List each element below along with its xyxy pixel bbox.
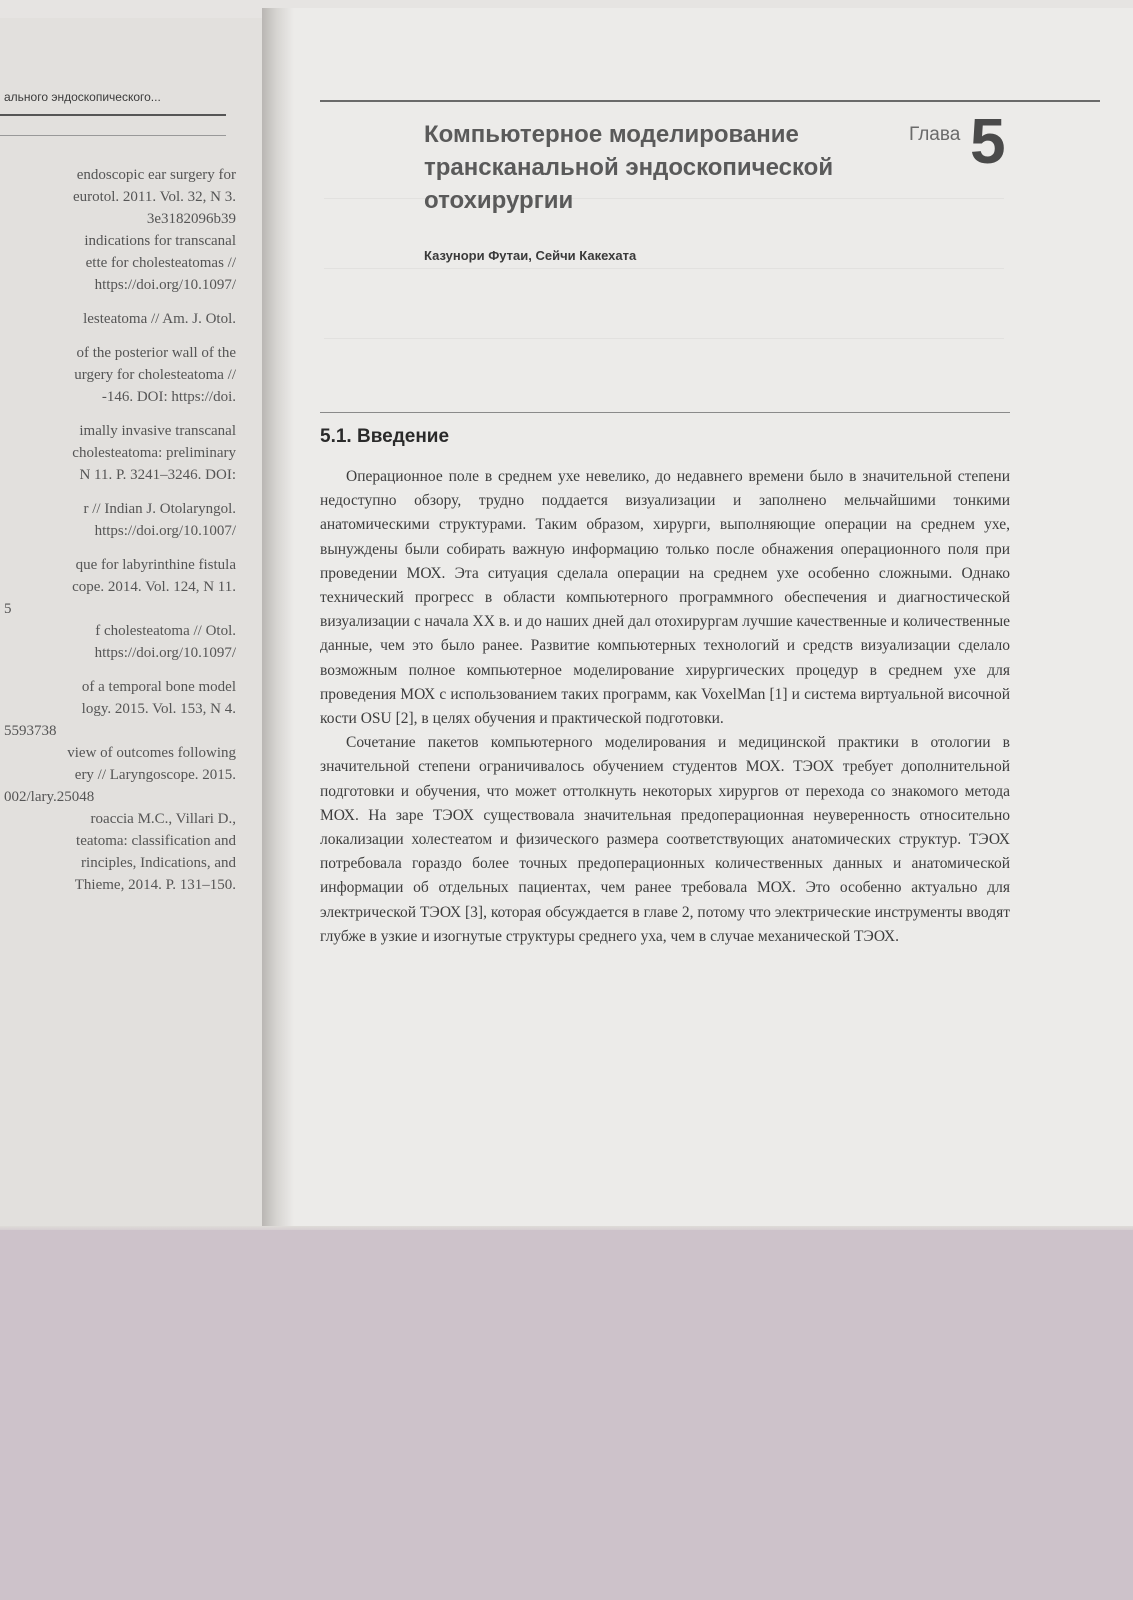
chapter-title: Компьютерное моделирование трансканальной эндоскопической отохирургии (424, 121, 834, 214)
reference-line: imally invasive transcanal (79, 423, 236, 439)
header-rule-secondary (0, 135, 226, 136)
chapter-authors: Казунори Футаи, Сейчи Какехата (424, 248, 637, 263)
reference-line: logy. 2015. Vol. 153, N 4. (81, 701, 236, 717)
reference-line: Thieme, 2014. P. 131–150. (74, 877, 236, 893)
reference-line: -146. DOI: https://doi. (101, 389, 236, 405)
reference-line: rinciples, Indications, and (81, 855, 236, 871)
right-page (294, 8, 1133, 1230)
reference-line: f cholesteatoma // Otol. (95, 623, 236, 639)
chapter-label: Глава (909, 124, 961, 145)
bleed-through (324, 268, 1004, 269)
reference-line: cholesteatoma: preliminary (72, 445, 236, 461)
reference-line: 3e3182096b39 (146, 211, 236, 227)
section-heading: 5.1. Введение (320, 426, 450, 447)
reference-line: view of outcomes following (67, 745, 236, 761)
reference-line: roaccia M.C., Villari D., (90, 811, 236, 827)
reference-line: https://doi.org/10.1097/ (94, 645, 236, 661)
reference-line: ery // Laryngoscope. 2015. (74, 767, 236, 783)
reference-line: r // Indian J. Otolaryngol. (83, 501, 236, 517)
reference-line: endoscopic ear surgery for (76, 167, 236, 183)
reference-line: of a temporal bone model (81, 679, 236, 695)
reference-line: eurotol. 2011. Vol. 32, N 3. (72, 189, 236, 205)
reference-line: of the posterior wall of the (76, 345, 236, 361)
reference-line: urgery for cholesteatoma // (74, 367, 236, 383)
reference-line: indications for transcanal (84, 233, 236, 249)
reference-line: 5 (4, 601, 12, 617)
section-rule (320, 412, 1010, 413)
paragraph: Операционное поле в среднем ухе невелико, до недавнего времени было в значительной степени недоступно обзору, трудно поддается визуализации и заполнено мельчайшими тонкими анатомическими структурами. Таким образом, хирурги, выполняющие операции на среднем ухе, вынуждены были собирать важную информацию только после обнажения операционного поля при проведении МОХ. Эта ситуация сделала операции на среднем ухе особенно сложными. Однако технический прогресс в области компьютерного программного обеспечения и диагностической визуализации с начала XX в. и до наших дней дал отохирургам лучшие качественные и количественные данные, чем это было ранее. Развитие компьютерных технологий и средств визуализации сделало возможным полное компьютерное моделирование хирургических процедур в среднем ухе для проведения МОХ с использованием таких программ, как VoxelMan [1] и система виртуальной височной кости OSU [2], в целях обучения и практической подготовки. (320, 468, 1010, 728)
left-page (0, 18, 262, 1230)
reference-line: N 11. P. 3241–3246. DOI: (79, 467, 236, 483)
reference-line: 002/lary.25048 (4, 789, 95, 805)
body-text (320, 465, 1010, 949)
reference-list (4, 164, 240, 896)
paragraph: Сочетание пакетов компьютерного моделирования и медицинской практики в отологии в значительной степени ограничивалось обучением студентов МОХ. ТЭОХ требует дополнительной подготовки и обучения, что может оттолкнуть некоторых хирургов от перехода со знакомого метода МОХ. На заре ТЭОХ существовала значительная предоперационная неуверенность относительно локализации холестеатом и физического размера соответствующих анатомических структур. ТЭОХ потребовала гораздо более точных предоперационных количественных данных и анатомической информации об отдельных пациентах, чем ранее требовала МОХ. Это особенно актуально для электрической ТЭОХ [3], которая обсуждается в главе 2, потому что электрические инструменты вводят глубже в узкие и изогнутые структуры среднего уха, чем в случае механической ТЭОХ. (320, 734, 1010, 945)
reference-line: https://doi.org/10.1007/ (94, 523, 236, 539)
reference-line: lesteatoma // Am. J. Otol. (83, 311, 236, 327)
reference-line: https://doi.org/10.1097/ (94, 277, 236, 293)
book-gutter (262, 8, 294, 1230)
left-running-head: ального эндоскопического... (4, 90, 161, 104)
reference-line: cope. 2014. Vol. 124, N 11. (72, 579, 236, 595)
reference-line: ette for cholesteatomas // (85, 255, 236, 271)
reference-line: 5593738 (4, 723, 57, 739)
chapter-number: 5 (970, 105, 1006, 177)
bleed-through (324, 338, 1004, 339)
scanner-bed (0, 1230, 1133, 1600)
reference-line: teatoma: classification and (76, 833, 236, 849)
reference-line: que for labyrinthine fistula (75, 557, 236, 573)
top-rule (320, 100, 1100, 102)
header-rule (0, 114, 226, 116)
